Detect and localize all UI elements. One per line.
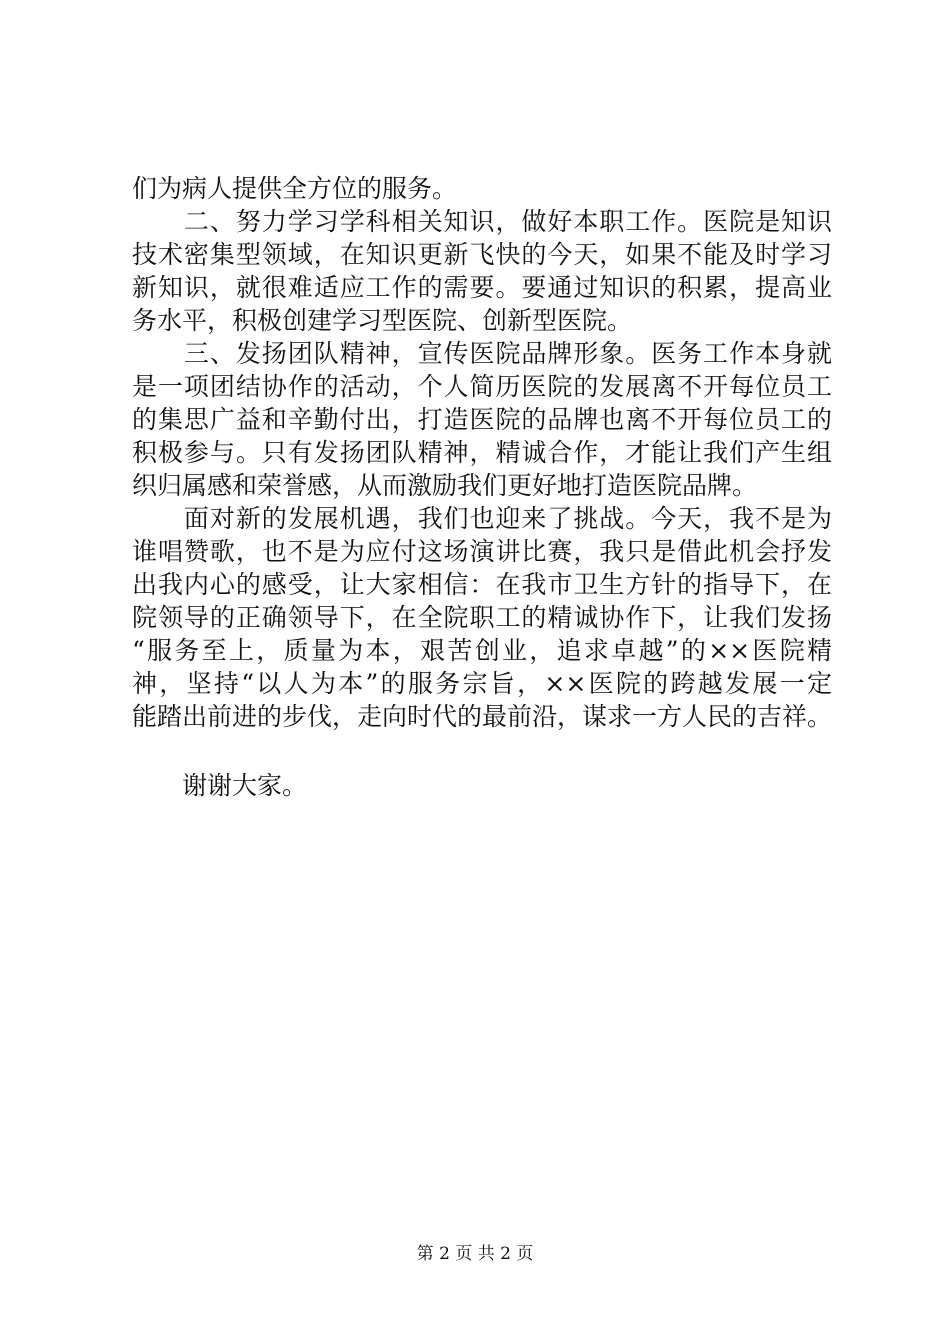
- document-body: [132, 172, 832, 802]
- text-line: 院领导的正确领导下，在全院职工的精诚协作下，让我们发扬: [132, 603, 832, 632]
- text-line: 技术密集型领域，在知识更新飞快的今天，如果不能及时学习: [132, 240, 832, 269]
- text-line: “服务至上，质量为本，艰苦创业，追求卓越”的××医院精: [132, 636, 832, 665]
- paragraph-gap: [132, 733, 832, 769]
- closing-line: 谢谢大家。: [182, 771, 308, 800]
- text-line: 能踏出前进的步伐，走向时代的最前沿，谋求一方人民的吉祥。: [132, 702, 833, 731]
- text-line: 是一项团结协作的活动，个人简历医院的发展离不开每位员工: [132, 372, 832, 401]
- text-line: 神，坚持“以人为本”的服务宗旨，××医院的跨越发展一定: [132, 669, 832, 698]
- text-line: 们为病人提供全方位的服务。: [132, 174, 458, 203]
- page-number-footer: 第 2 页 共 2 页: [416, 1244, 534, 1264]
- text-line: 面对新的发展机遇，我们也迎来了挑战。今天，我不是为: [132, 504, 832, 533]
- text-line: 务水平，积极创建学习型医院、创新型医院。: [132, 306, 633, 335]
- text-line: 新知识，就很难适应工作的需要。要通过知识的积累，提高业: [132, 273, 832, 302]
- text-line: 谁唱赞歌，也不是为应付这场演讲比赛，我只是借此机会抒发: [132, 537, 832, 566]
- text-line: 三、发扬团队精神，宣传医院品牌形象。医务工作本身就: [132, 339, 832, 368]
- text-line: 积极参与。只有发扬团队精神，精诚合作，才能让我们产生组: [132, 438, 832, 467]
- text-line: 出我内心的感受，让大家相信：在我市卫生方针的指导下，在: [132, 570, 832, 599]
- text-line: 织归属感和荣誉感，从而激励我们更好地打造医院品牌。: [132, 471, 758, 500]
- text-line: 二、努力学习学科相关知识，做好本职工作。医院是知识: [132, 207, 832, 236]
- text-line: 的集思广益和辛勤付出，打造医院的品牌也离不开每位员工的: [132, 405, 832, 434]
